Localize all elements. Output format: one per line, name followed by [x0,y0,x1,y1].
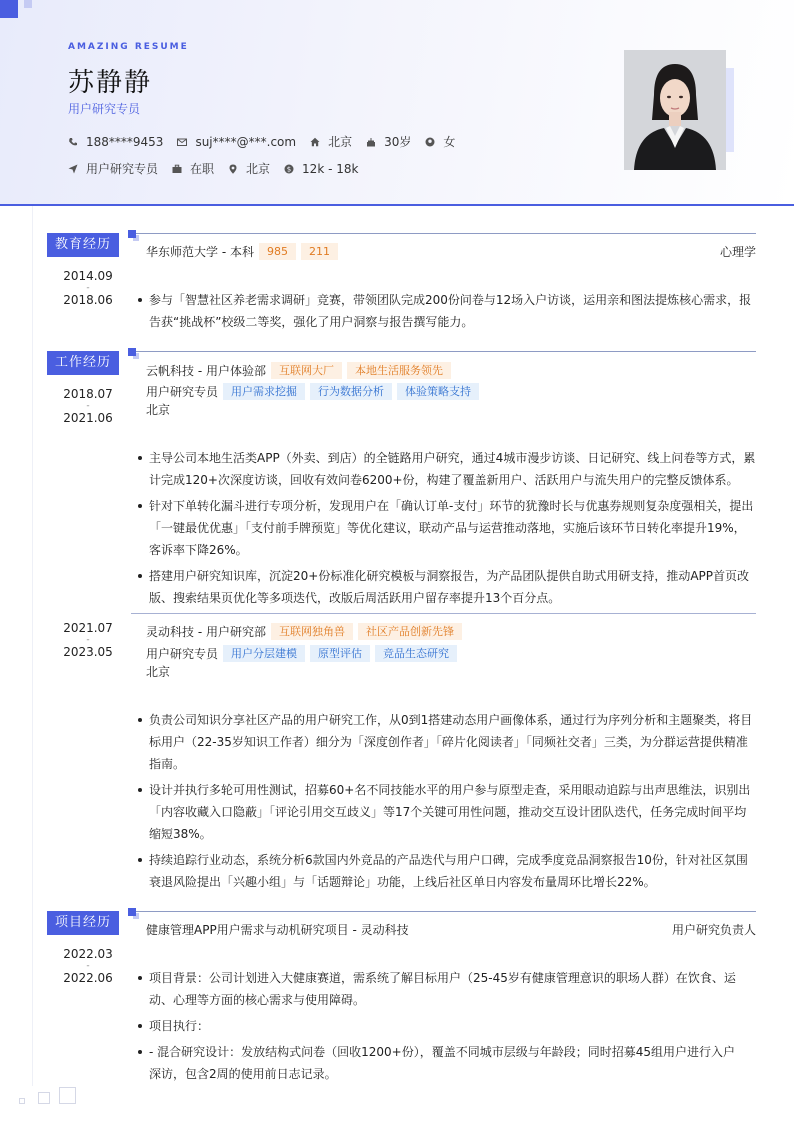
salary-info [284,162,358,176]
candidate-title: 用户研究专员 [68,102,141,116]
target-city-info [228,160,270,177]
education-bullets [136,289,756,337]
role-name: 用户研究专员 [146,384,219,399]
email-info [177,135,296,149]
company-tag: 互联网大厂 [271,362,342,379]
skill-tag: 体验策略支持 [397,383,479,400]
work-company-row [146,360,756,380]
list-item: 主导公司本地生活类APP（外卖、到店）的全链路用户研究，通过4城市漫步访谈、日记研究、线上问卷等方式，累计完成120+次深度访谈，回收有效问卷6200+份，构建了覆盖新用户、活跃用户与流失用户的完整反馈体系。 [136,447,756,491]
mail-icon [177,137,187,147]
phone-icon [68,137,78,147]
end-date: 2021.06 [63,411,113,425]
status-info [172,160,214,177]
project-header [146,919,756,939]
role-name: 用户研究专员 [146,646,219,661]
skill-tag: 竞品生态研究 [375,645,457,662]
end-date: 2022.06 [63,971,113,985]
company-tag: 社区产品创新先锋 [358,623,462,640]
status-text: 在职 [190,162,215,176]
work-city: 北京 [146,402,171,417]
age-text: 30岁 [384,135,412,149]
company-name: 云帆科技 - 用户体验部 [146,363,266,378]
hometown-info [310,133,352,150]
section-title-project: 项目经历 [47,911,119,935]
work-dates: 2021.07 - 2023.05 [48,616,128,664]
decor-square [38,1092,50,1104]
gender-icon [425,137,435,147]
phone-text: 188****9453 [86,134,164,149]
skill-tag: 原型评估 [310,645,370,662]
school-name: 华东师范大学 - 本科 [146,244,254,259]
entry-divider [131,613,756,614]
major: 心理学 [719,244,756,259]
hometown-text: 北京 [328,135,353,149]
list-item: 搭建用户研究知识库，沉淀20+份标准化研究模板与洞察报告，为产品团队提供自助式用研支持，推动APP首页改版、搜索结果页优化等多项迭代，改版后周活跃用户留存率提升13个百分点。 [136,565,756,609]
skill-tag: 用户分层建模 [223,645,305,662]
target-city-text: 北京 [246,162,271,176]
start-date: 2022.03 [63,947,113,961]
work-city: 北京 [146,664,171,679]
school-tag: 985 [259,243,296,260]
list-item: 项目执行： [136,1015,741,1037]
target-job-info [68,160,158,177]
project-bullets [136,967,741,1089]
work-role-row [146,381,756,401]
section-title-education: 教育经历 [47,233,119,257]
list-item: 持续追踪行业动态，系统分析6款国内外竞品的产品迭代与用户口碑，完成季度竞品洞察报告10份，针对社区氛围衰退风险提出「兴趣小组」与「话题辩论」功能，上线后社区单日内容发布量周环比增长22%。 [136,849,756,893]
project-name: 健康管理APP用户需求与动机研究项目 - 灵动科技 [146,922,409,937]
list-item: 项目背景：公司计划进入大健康赛道，需系统了解目标用户（25-45岁有健康管理意识的职场人群）在饮食、运动、心理等方面的核心需求与使用障碍。 [136,967,741,1011]
send-icon [68,164,78,174]
tagline: AMAZING RESUME [68,42,189,52]
gender-info [425,133,455,150]
profile-photo [624,50,726,170]
school-tag: 211 [301,243,338,260]
start-date: 2014.09 [63,269,113,283]
list-item: 设计并执行多轮可用性测试，招募60+名不同技能水平的用户参与原型走查，采用眼动追踪与出声思维法，识别出「内容收藏入口隐蔽」「评论引用交互歧义」等17个关键可用性问题，推动交互设计团队迭代，任务完成时间平均缩短38%。 [136,779,756,845]
decor-side-line [32,206,33,1086]
location-pin-icon [228,164,238,174]
section-divider [136,233,756,234]
list-item: 参与「智慧社区养老需求调研」竞赛，带领团队完成200份问卷与12场入户访谈，运用亲和图法提炼核心需求，报告获“挑战杯”校级二等奖，强化了用户洞察与报告撰写能力。 [136,289,756,333]
cake-icon [366,137,376,147]
decor-square [19,1098,25,1104]
work-bullets [136,709,756,897]
list-item: 针对下单转化漏斗进行专项分析，发现用户在「确认订单-支付」环节的犹豫时长与优惠券规则复杂度强相关，提出「一键最优优惠」「支付前手牌预览」等优化建议，联动产品与运营推动落地，实施后该环节日转化率提升19%，客诉率下降26%。 [136,495,756,561]
work-role-row [146,643,756,663]
decor-square [128,230,136,238]
phone-info [68,135,163,149]
work-city-row [146,399,756,419]
briefcase-icon [172,164,182,174]
decor-square [0,0,18,18]
money-icon [284,164,294,174]
gender-text: 女 [443,135,456,149]
end-date: 2018.06 [63,293,113,307]
start-date: 2018.07 [63,387,113,401]
email-text: suj****@***.com [195,134,297,149]
list-item: 负责公司知识分享社区产品的用户研究工作，从0到1搭建动态用户画像体系，通过行为序列分析和主题聚类，将目标用户（22-35岁知识工作者）细分为「深度创作者」「碎片化阅读者」「同频社交者」三类，为分群运营提供精准指南。 [136,709,756,775]
project-role: 用户研究负责人 [671,922,756,937]
target-job-text: 用户研究专员 [86,162,159,176]
work-city-row [146,661,756,681]
contact-row [68,133,469,150]
work-dates: 2018.07 - 2021.06 [48,382,128,430]
work-company-row [146,621,756,641]
skill-tag: 行为数据分析 [310,383,392,400]
decor-square [128,908,136,916]
job-intent-row [68,160,372,177]
svg-text:$: $ [286,165,292,174]
company-tag: 互联网独角兽 [271,623,353,640]
company-tag: 本地生活服务领先 [347,362,451,379]
work-bullets [136,447,756,613]
decor-square [128,348,136,356]
education-header [146,241,756,261]
skill-tag: 用户需求挖掘 [223,383,305,400]
company-name: 灵动科技 - 用户研究部 [146,624,266,639]
age-info [366,133,411,150]
decor-square [59,1087,76,1104]
list-item: - 混合研究设计：发放结构式问卷（回收1200+份），覆盖不同城市层级与年龄段；同时招募45组用户进行入户深访，包含2周的使用前日志记录。 [136,1041,741,1085]
section-divider [136,911,756,912]
project-dates: 2022.03 - 2022.06 [48,942,128,990]
start-date: 2021.07 [63,621,113,635]
resume-header [0,0,794,206]
end-date: 2023.05 [63,645,113,659]
education-dates: 2014.09 - 2018.06 [48,264,128,312]
decor-square-small [24,0,32,8]
section-divider [136,351,756,352]
salary-text: 12k - 18k [302,161,359,176]
candidate-name: 苏静静 [68,68,153,98]
home-icon [310,137,320,147]
section-title-work: 工作经历 [47,351,119,375]
